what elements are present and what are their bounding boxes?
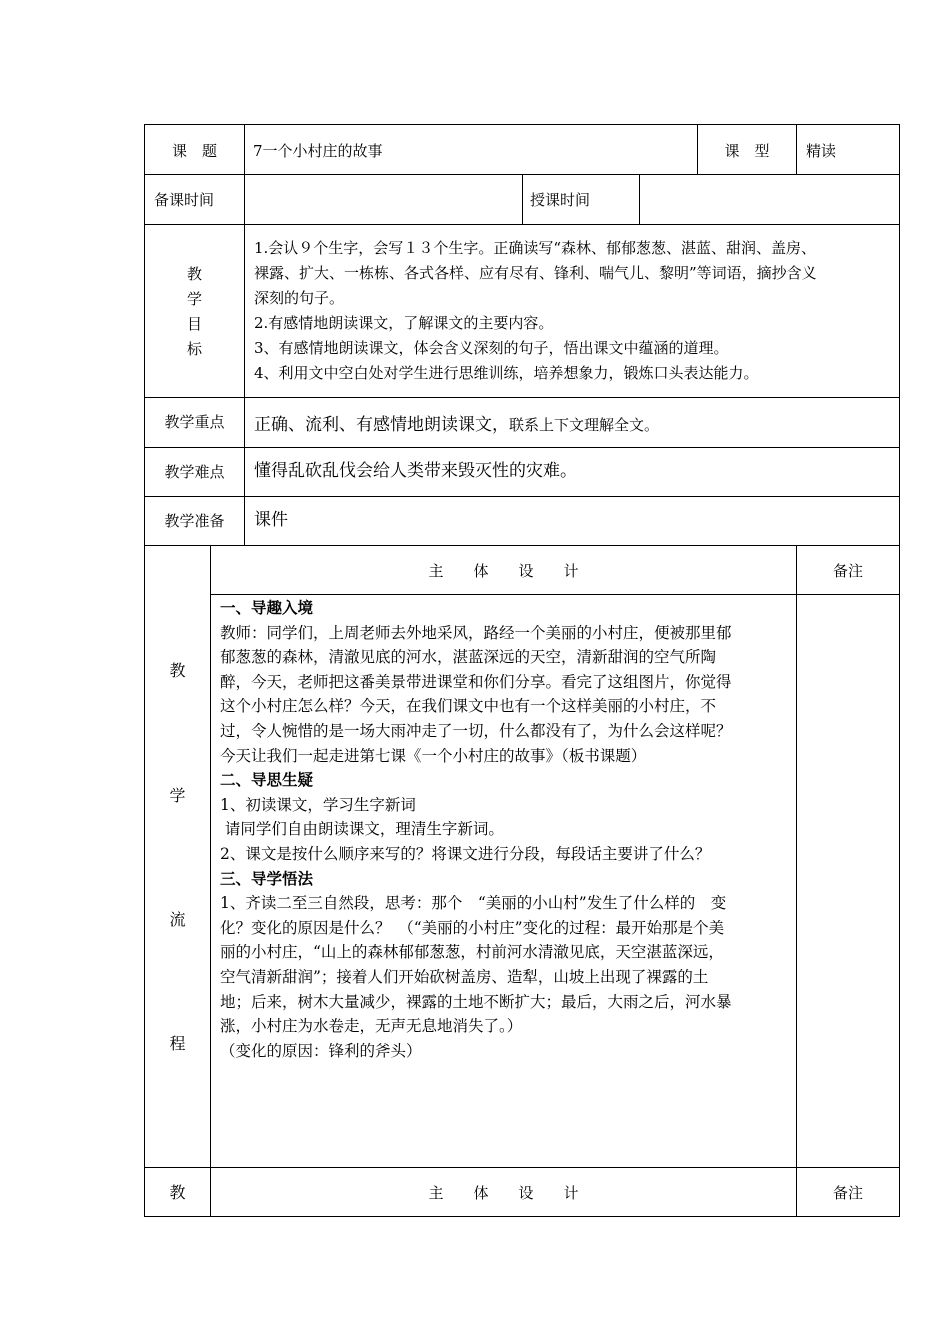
content-line: 涨，小村庄为水卷走，无声无息地消失了。） <box>220 1017 523 1036</box>
difficulty-label: 教学难点 <box>164 463 225 481</box>
table-border-bottom <box>144 1216 900 1217</box>
preparation-value: 课件 <box>254 510 288 530</box>
preparation-label: 教学准备 <box>164 512 225 530</box>
content-line: 地；后来，树木大量减少，裸露的土地不断扩大；最后，大雨之后，河水暴 <box>220 992 732 1011</box>
footer-side-char: 教 <box>169 1183 186 1202</box>
key-points-main: 正确、流利、有感情地朗读课文， <box>254 415 509 435</box>
lesson-label: 课 题 <box>171 142 217 160</box>
col-divider <box>796 124 797 175</box>
content-line: 空气清新甜润”；接着人们开始砍树盖房、造犁，山坡上出现了裸露的土 <box>220 967 709 986</box>
content-line: 醉，今天，老师把这番美景带进课堂和你们分享。看完了这组图片，你觉得 <box>220 672 732 691</box>
type-value: 精读 <box>806 142 837 160</box>
goals-label-char: 标 <box>186 340 202 358</box>
content-line: 2、课文是按什么顺序来写的？将课文进行分段，每段话主要讲了什么？ <box>220 844 711 863</box>
goal-line: 2.有感情地朗读课文，了解课文的主要内容。 <box>254 314 554 332</box>
goals-label-char: 学 <box>186 290 202 308</box>
goal-line: 深刻的句子。 <box>254 289 345 307</box>
content-line: 郁葱葱的森林，清澈见底的河水，湛蓝深远的天空，清新甜润的空气所陶 <box>220 648 717 667</box>
table-border-right <box>899 124 900 1217</box>
table-border-top <box>144 124 900 125</box>
content-line: 教师：同学们，上周老师去外地采风，路经一个美丽的小村庄，便被那里郁 <box>220 623 732 642</box>
key-points-tail: 联系上下文理解全文。 <box>509 416 660 434</box>
content-line: 1、齐读二至三自然段，思考：那个 “美丽的小山村”发生了什么样的 变 <box>220 894 727 913</box>
row-divider <box>144 496 900 497</box>
goals-label <box>145 262 244 362</box>
goal-line: 裸露、扩大、一栋栋、各式各样、应有尽有、锋利、喘气儿、黎明”等词语，摘抄含义 <box>254 264 817 282</box>
goal-line: 1.会认９个生字，会写１３个生字。正确读写“森林、郁郁葱葱、湛蓝、甜润、盖房、 <box>254 239 816 257</box>
process-side-char: 程 <box>169 1034 186 1053</box>
content-line: 1、初读课文，学习生字新词 <box>220 795 416 814</box>
key-points-value <box>254 410 659 435</box>
row-divider <box>144 447 900 448</box>
lesson-title: 7一个小村庄的故事 <box>253 142 383 160</box>
content-line: 今天让我们一起走进第七课《一个小村庄的故事》（板书课题） <box>220 746 647 765</box>
section-heading: 一、导趣入境 <box>220 598 314 617</box>
design-header: 主 体 设 计 <box>428 562 579 580</box>
process-side-char: 学 <box>169 786 186 805</box>
prep-time-label: 备课时间 <box>154 191 215 209</box>
goals-label-char: 目 <box>186 315 202 333</box>
goals-list <box>254 236 817 386</box>
footer-notes-header: 备注 <box>832 1184 863 1202</box>
footer-design-header: 主 体 设 计 <box>428 1184 579 1202</box>
goal-line: 3、有感情地朗读课文，体会含义深刻的句子，悟出课文中蕴涵的道理。 <box>254 339 729 357</box>
content-line: 化？变化的原因是什么？ （“美丽的小村庄”变化的过程：最开始那是个美 <box>220 918 725 937</box>
row-divider <box>144 1167 900 1168</box>
process-side-char: 流 <box>169 910 186 929</box>
section-heading: 二、导思生疑 <box>220 770 314 790</box>
process-content <box>220 596 732 1063</box>
difficulty-value: 懂得乱砍乱伐会给人类带来毁灭性的灾难。 <box>254 461 577 481</box>
goal-line: 4、利用文中空白处对学生进行思维训练，培养想象力，锻炼口头表达能力。 <box>254 364 759 382</box>
col-divider <box>244 124 245 546</box>
notes-header: 备注 <box>832 562 863 580</box>
col-divider <box>639 174 640 225</box>
col-divider <box>796 545 797 1217</box>
section-heading: 三、导学悟法 <box>220 868 314 888</box>
key-points-label: 教学重点 <box>164 413 225 431</box>
content-line: 丽的小村庄，“山上的森林郁郁葱葱，村前河水清澈见底，天空湛蓝深远， <box>220 943 724 962</box>
col-divider <box>522 174 523 225</box>
content-line: 请同学们自由朗读课文，理清生字新词。 <box>220 820 504 839</box>
row-divider <box>144 397 900 398</box>
content-line: （变化的原因：锋利的斧头） <box>220 1041 422 1060</box>
col-divider <box>210 545 211 1217</box>
content-line: 这个小村庄怎么样？今天，在我们课文中也有一个这样美丽的小村庄，不 <box>220 697 717 716</box>
process-side-char: 教 <box>169 661 186 680</box>
content-line: 过，令人惋惜的是一场大雨冲走了一切，什么都没有了，为什么会这样呢？ <box>220 721 732 740</box>
row-divider <box>144 545 900 546</box>
teach-time-label: 授课时间 <box>530 191 591 209</box>
goals-label-char: 教 <box>186 265 202 283</box>
type-label: 课 型 <box>724 142 770 160</box>
